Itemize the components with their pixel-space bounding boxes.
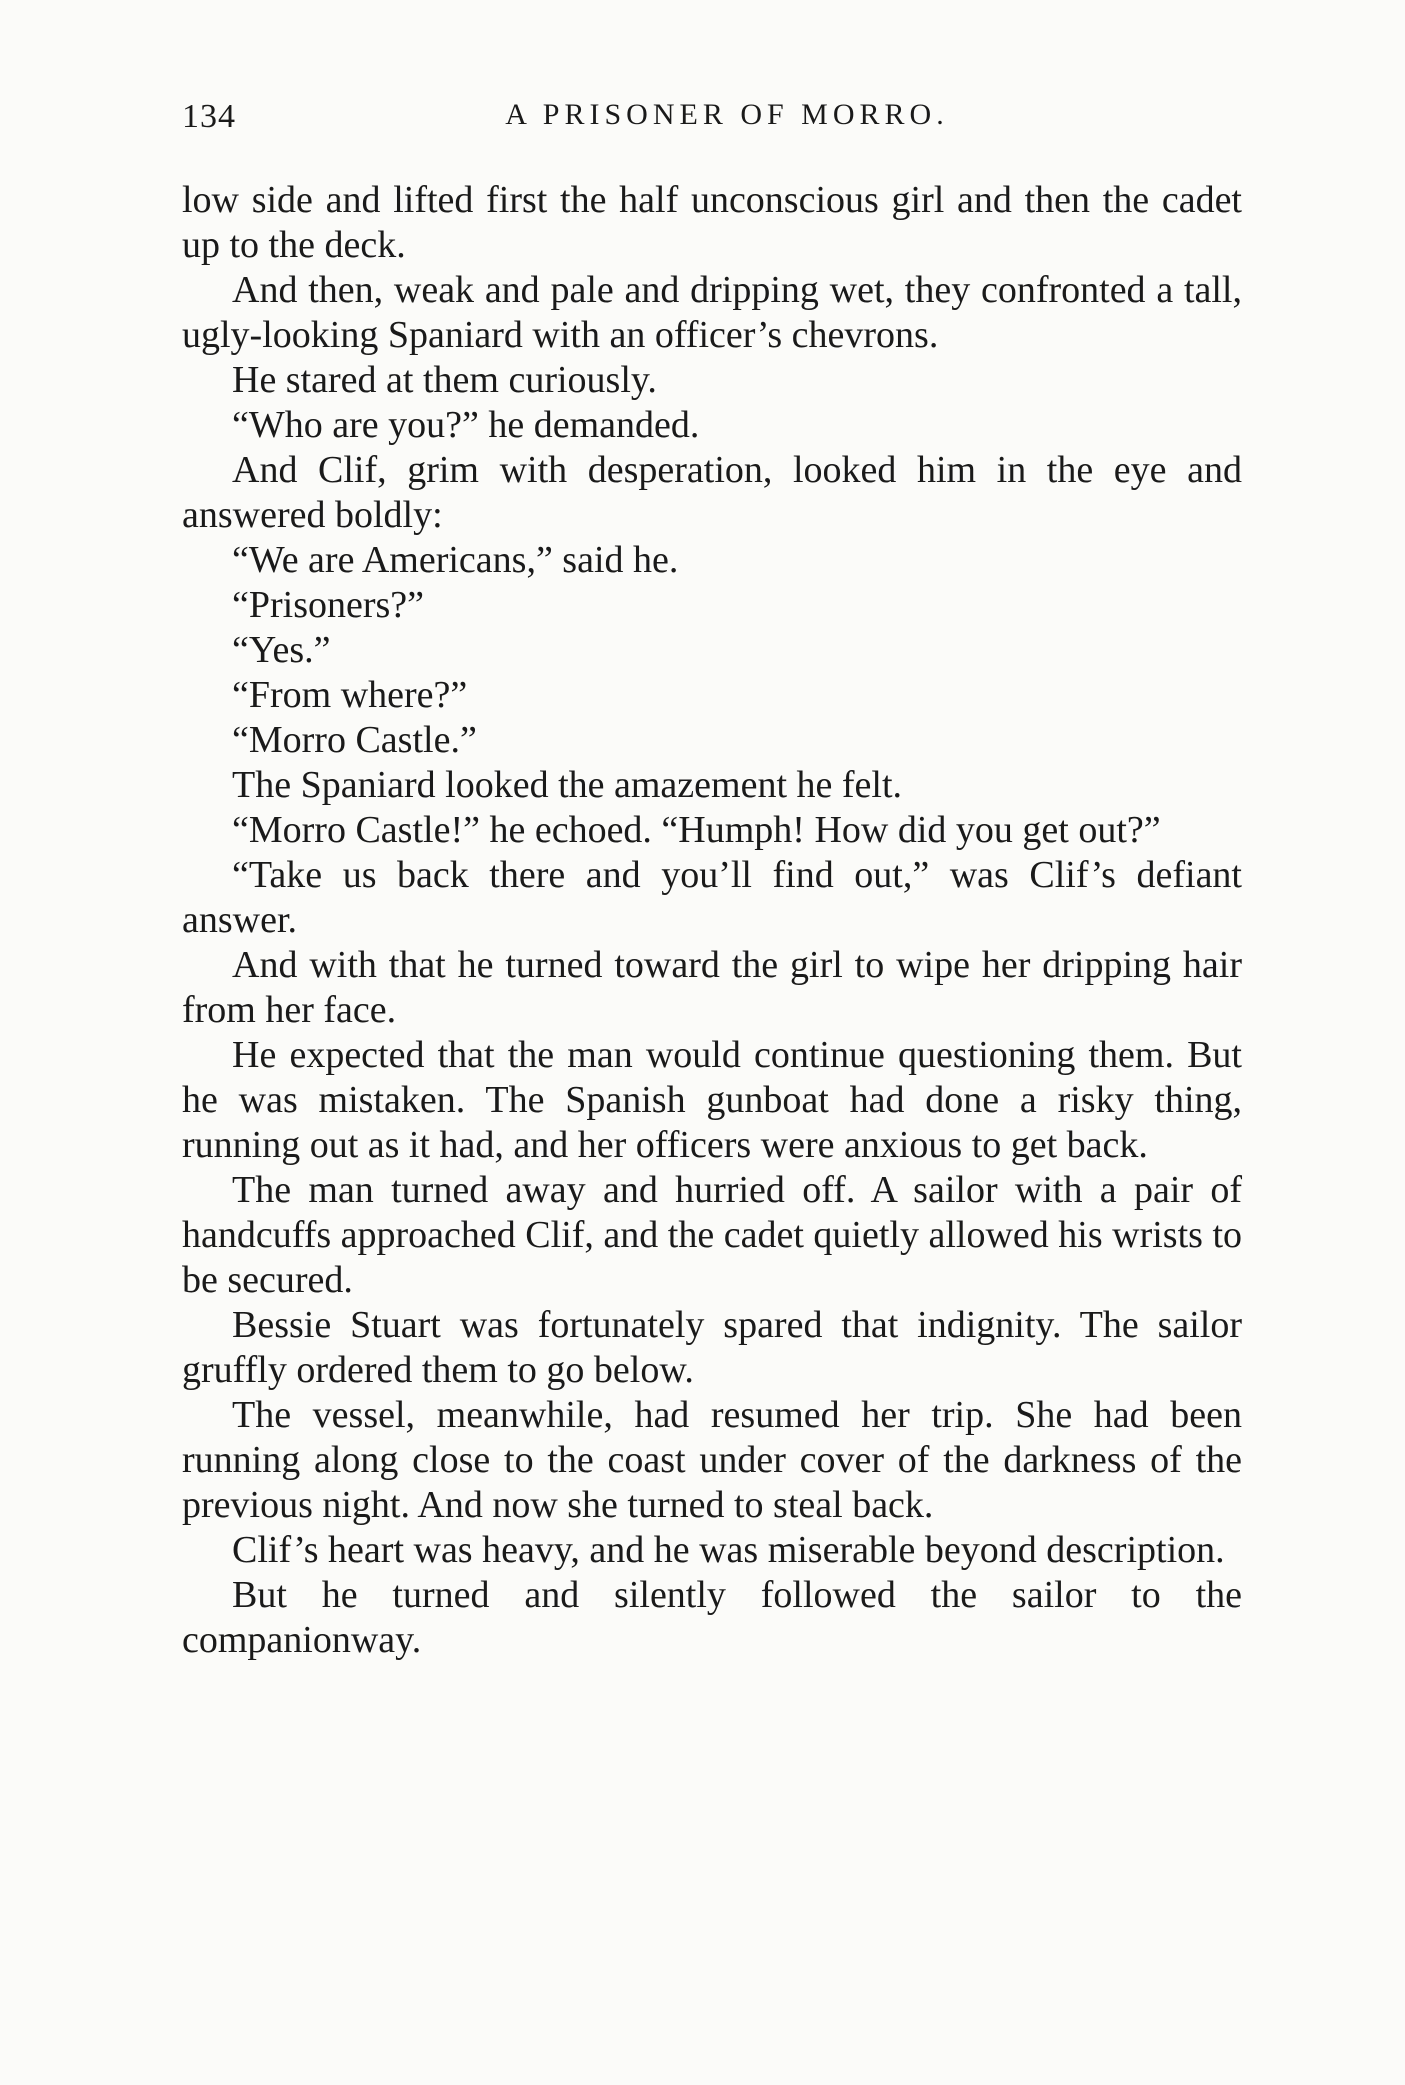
paragraph: And with that he turned toward the girl to wipe her dripping hair from her face. xyxy=(182,944,1242,1031)
paragraph: The man turned away and hurried off. A sailor with a pair of handcuffs approached Clif, and the cadet quietly allowed his wrists to be secured. xyxy=(182,1169,1242,1301)
running-head xyxy=(182,98,1242,148)
paragraph: He stared at them curiously. xyxy=(232,359,657,401)
paragraph: He expected that the man would continue questioning them. But he was mistaken. The Spanish gunboat had done a risky thing, running out as it had, and her officers were anxious to get back. xyxy=(182,1034,1242,1166)
paragraph: “Yes.” xyxy=(232,629,331,671)
paragraph: But he turned and silently followed the sailor to the companionway. xyxy=(182,1574,1242,1661)
paragraph: “Morro Castle!” he echoed. “Humph! How did you get out?” xyxy=(232,809,1161,851)
running-title: A PRISONER OF MORRO. xyxy=(505,98,949,131)
paragraph: The Spaniard looked the amazement he felt. xyxy=(232,764,903,806)
paragraph: “Take us back there and you’ll find out,” was Clif’s defiant answer. xyxy=(182,854,1242,941)
paragraph: Bessie Stuart was fortunately spared that indignity. The sailor gruffly ordered them to go below. xyxy=(182,1304,1242,1391)
paragraph: The vessel, meanwhile, had resumed her trip. She had been running along close to the coast under cover of the darkness of the previous night. And now she turned to steal back. xyxy=(182,1394,1242,1526)
paragraph: low side and lifted first the half unconscious girl and then the cadet up to the deck. xyxy=(182,179,1242,266)
paragraph: And then, weak and pale and dripping wet, they confronted a tall, ugly-looking Spaniard with an officer’s chevrons. xyxy=(182,269,1242,356)
page-number: 134 xyxy=(182,98,236,135)
body-text xyxy=(182,178,1242,1663)
paragraph: And Clif, grim with desperation, looked him in the eye and answered boldly: xyxy=(182,449,1242,536)
paragraph: “Prisoners?” xyxy=(232,584,425,626)
paragraph: “Morro Castle.” xyxy=(232,719,477,761)
paragraph: “We are Americans,” said he. xyxy=(232,539,679,581)
paragraph: Clif’s heart was heavy, and he was miserable beyond description. xyxy=(232,1529,1225,1571)
paragraph: “From where?” xyxy=(232,674,468,716)
paragraph: “Who are you?” he demanded. xyxy=(232,404,700,446)
